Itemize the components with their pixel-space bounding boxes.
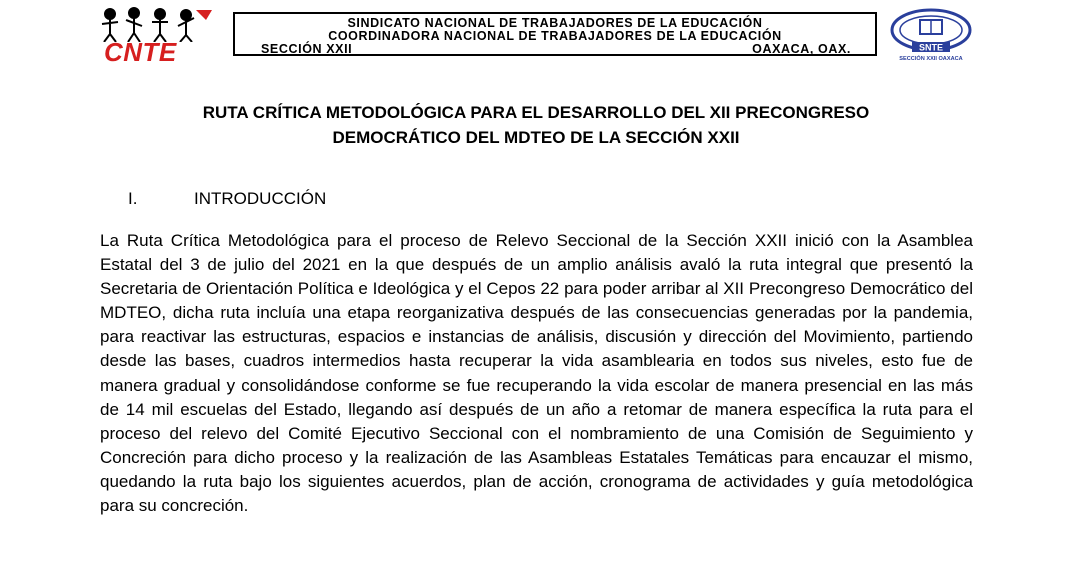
snte-logo-text: SNTE	[918, 42, 944, 53]
cnte-logo-text: CNTE	[104, 37, 177, 67]
introduction-paragraph: La Ruta Crítica Metodológica para el proceso de Relevo Seccional de la Sección XXII inició con la Asamblea Estatal del 3 de julio del 2021 en la que después de un amplio análisis avaló la ruta integral que presentó la Secretaria de Orientación Política e Ideológica y el Cepos 22 para poder arribar al XII Precongreso Democrático del MDTEO, dicha ruta incluía una etapa reorganizativa después de las consecuencias generadas por la pandemia, para reactivar las estructuras, espacios e instancias de análisis, discusión y dirección del Movimiento, partiendo desde las bases, cuadros intermedios hasta recuperar la vida asamblearia en todos sus niveles, esto fue de manera gradual y consolidándose conforme se fue recuperando la vida escolar de manera presencial en las más de 14 mil escuelas del Estado, llegando así después de un año a retomar de manera específica la ruta para el proceso del relevo del Comité Ejecutivo Seccional con el nombramiento de una Comisión de Seguimiento y Concreción para dicho proceso y la realización de las Asambleas Estatales Temáticas para encauzar el mismo, quedando la ruta bajo los siguientes acuerdos, plan de acción, cronograma de actividades y guía metodológica para su concreción.	[100, 231, 973, 516]
snte-logo	[890, 8, 972, 64]
snte-logo-caption: SECCIÓN XXII OAXACA	[899, 56, 963, 62]
union-name: SINDICATO NACIONAL DE TRABAJADORES DE LA EDUCACIÓN	[347, 16, 763, 30]
coordinator-name: COORDINADORA NACIONAL DE TRABAJADORES DE LA EDUCACIÓN	[328, 29, 782, 43]
document-title-line-2: DEMOCRÁTICO DEL MDTEO DE LA SECCIÓN XXII	[332, 128, 740, 147]
section-label: SECCIÓN XXII	[261, 42, 353, 56]
section-title: INTRODUCCIÓN	[194, 189, 327, 208]
document-title-line-1: RUTA CRÍTICA METODOLÓGICA PARA EL DESARROLLO DEL XII PRECONGRESO	[202, 103, 870, 122]
document-title	[100, 100, 972, 150]
location: OAXACA, OAX.	[752, 42, 851, 56]
letterhead-title-box	[233, 12, 877, 56]
section-number: I.	[128, 189, 138, 208]
letterhead	[0, 0, 1068, 70]
cnte-logo	[92, 6, 222, 67]
